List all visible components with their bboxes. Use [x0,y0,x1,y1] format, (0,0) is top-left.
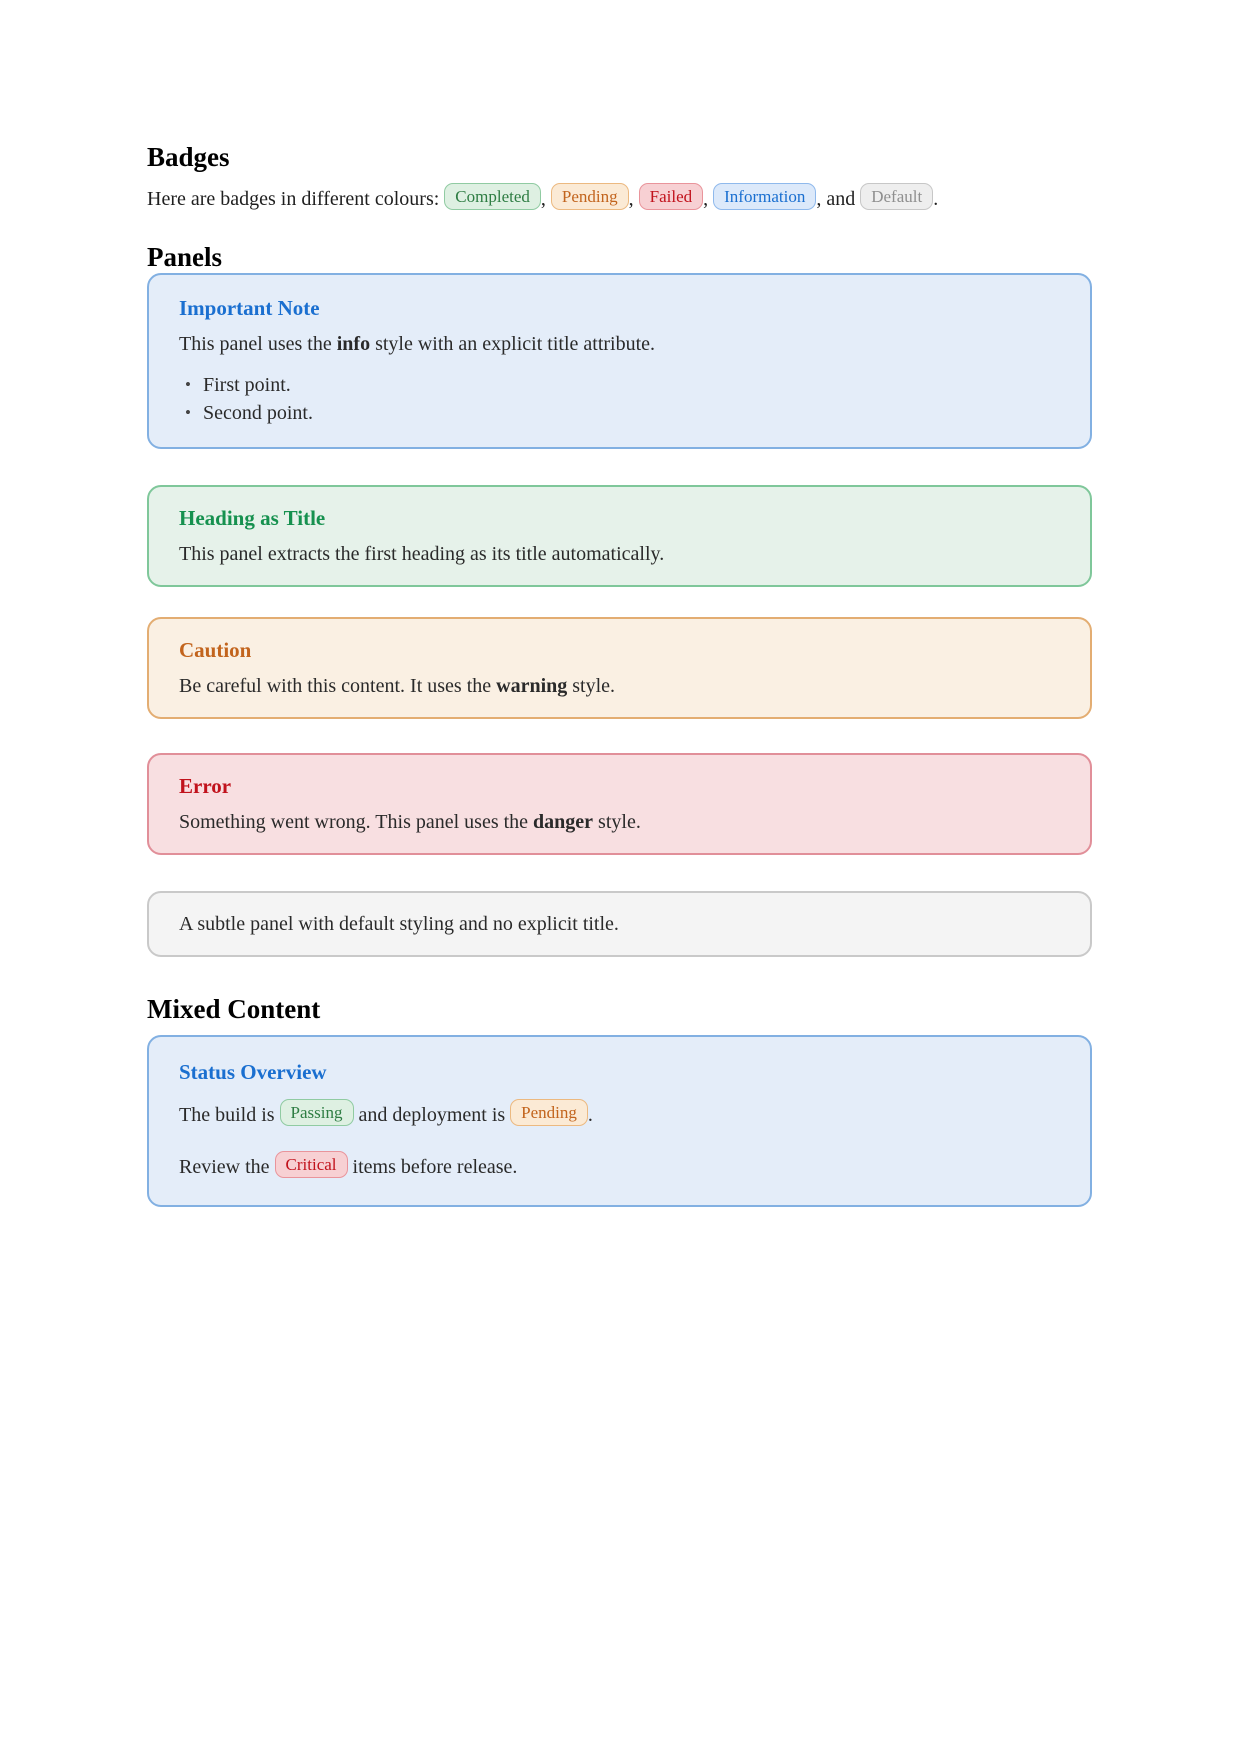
status-line-build [179,1097,1060,1133]
panel-warning [147,617,1092,719]
badge-completed: Completed [444,183,541,210]
badge-separator-and: , and [816,188,861,210]
bullet-item: • Second point. [179,399,1060,427]
bullet-item: • First point. [179,371,1060,399]
panel-status-title: Status Overview [179,1060,327,1084]
panel-status-overview [147,1035,1092,1207]
panel-warning-title: Caution [179,638,252,662]
badge-pending: Pending [551,183,629,210]
panel-danger [147,753,1092,855]
panel-warning-body-bold: warning [496,675,568,697]
panel-default [147,891,1092,957]
panel-warning-body [179,671,1060,701]
heading-badges: Badges [147,142,230,172]
panel-success [147,485,1092,587]
badge-default: Default [860,183,933,210]
heading-mixed-content: Mixed Content [147,994,321,1024]
panel-success-title: Heading as Title [179,506,326,530]
status-line1-mid: and deployment is [353,1104,511,1126]
panel-info [147,273,1092,449]
panel-info-body-bold: info [336,333,371,355]
panel-warning-body-pre: Be careful with this content. It uses the [179,675,497,697]
badge-separator: , [540,188,551,210]
status-line-review [179,1149,1060,1185]
status-line2-post: items before release. [347,1156,518,1178]
sentence-period: . [933,188,939,210]
panel-success-body: This panel extracts the first heading as its title automatically. [179,543,665,565]
badges-intro-text: Here are badges in different colours: [147,188,445,210]
panel-info-body [179,329,1060,359]
badge-passing: Passing [280,1099,354,1126]
badge-separator: , [703,188,714,210]
status-line1-end: . [587,1104,593,1126]
badge-critical: Critical [275,1151,348,1178]
panel-danger-body-bold: danger [533,811,594,833]
panel-info-body-pre: This panel uses the [179,333,337,355]
panel-danger-body [179,807,1060,837]
bullet-list [179,371,1060,427]
badge-pending-deployment: Pending [510,1099,588,1126]
panel-danger-body-post: style. [593,811,641,833]
panel-warning-body-post: style. [567,675,616,697]
badges-paragraph [147,183,1092,215]
panel-default-body: A subtle panel with default styling and no explicit title. [179,913,619,935]
status-line1-pre: The build is [179,1104,280,1126]
panel-info-body-post: style with an explicit title attribute. [370,333,656,355]
panel-danger-body-pre: Something went wrong. This panel uses the [179,811,534,833]
status-line2-pre: Review the [179,1156,275,1178]
heading-panels: Panels [147,242,223,272]
badge-separator: , [628,188,639,210]
panel-danger-title: Error [179,774,232,798]
badge-failed: Failed [639,183,704,210]
panel-info-title: Important Note [179,296,320,320]
badge-information: Information [713,183,816,210]
